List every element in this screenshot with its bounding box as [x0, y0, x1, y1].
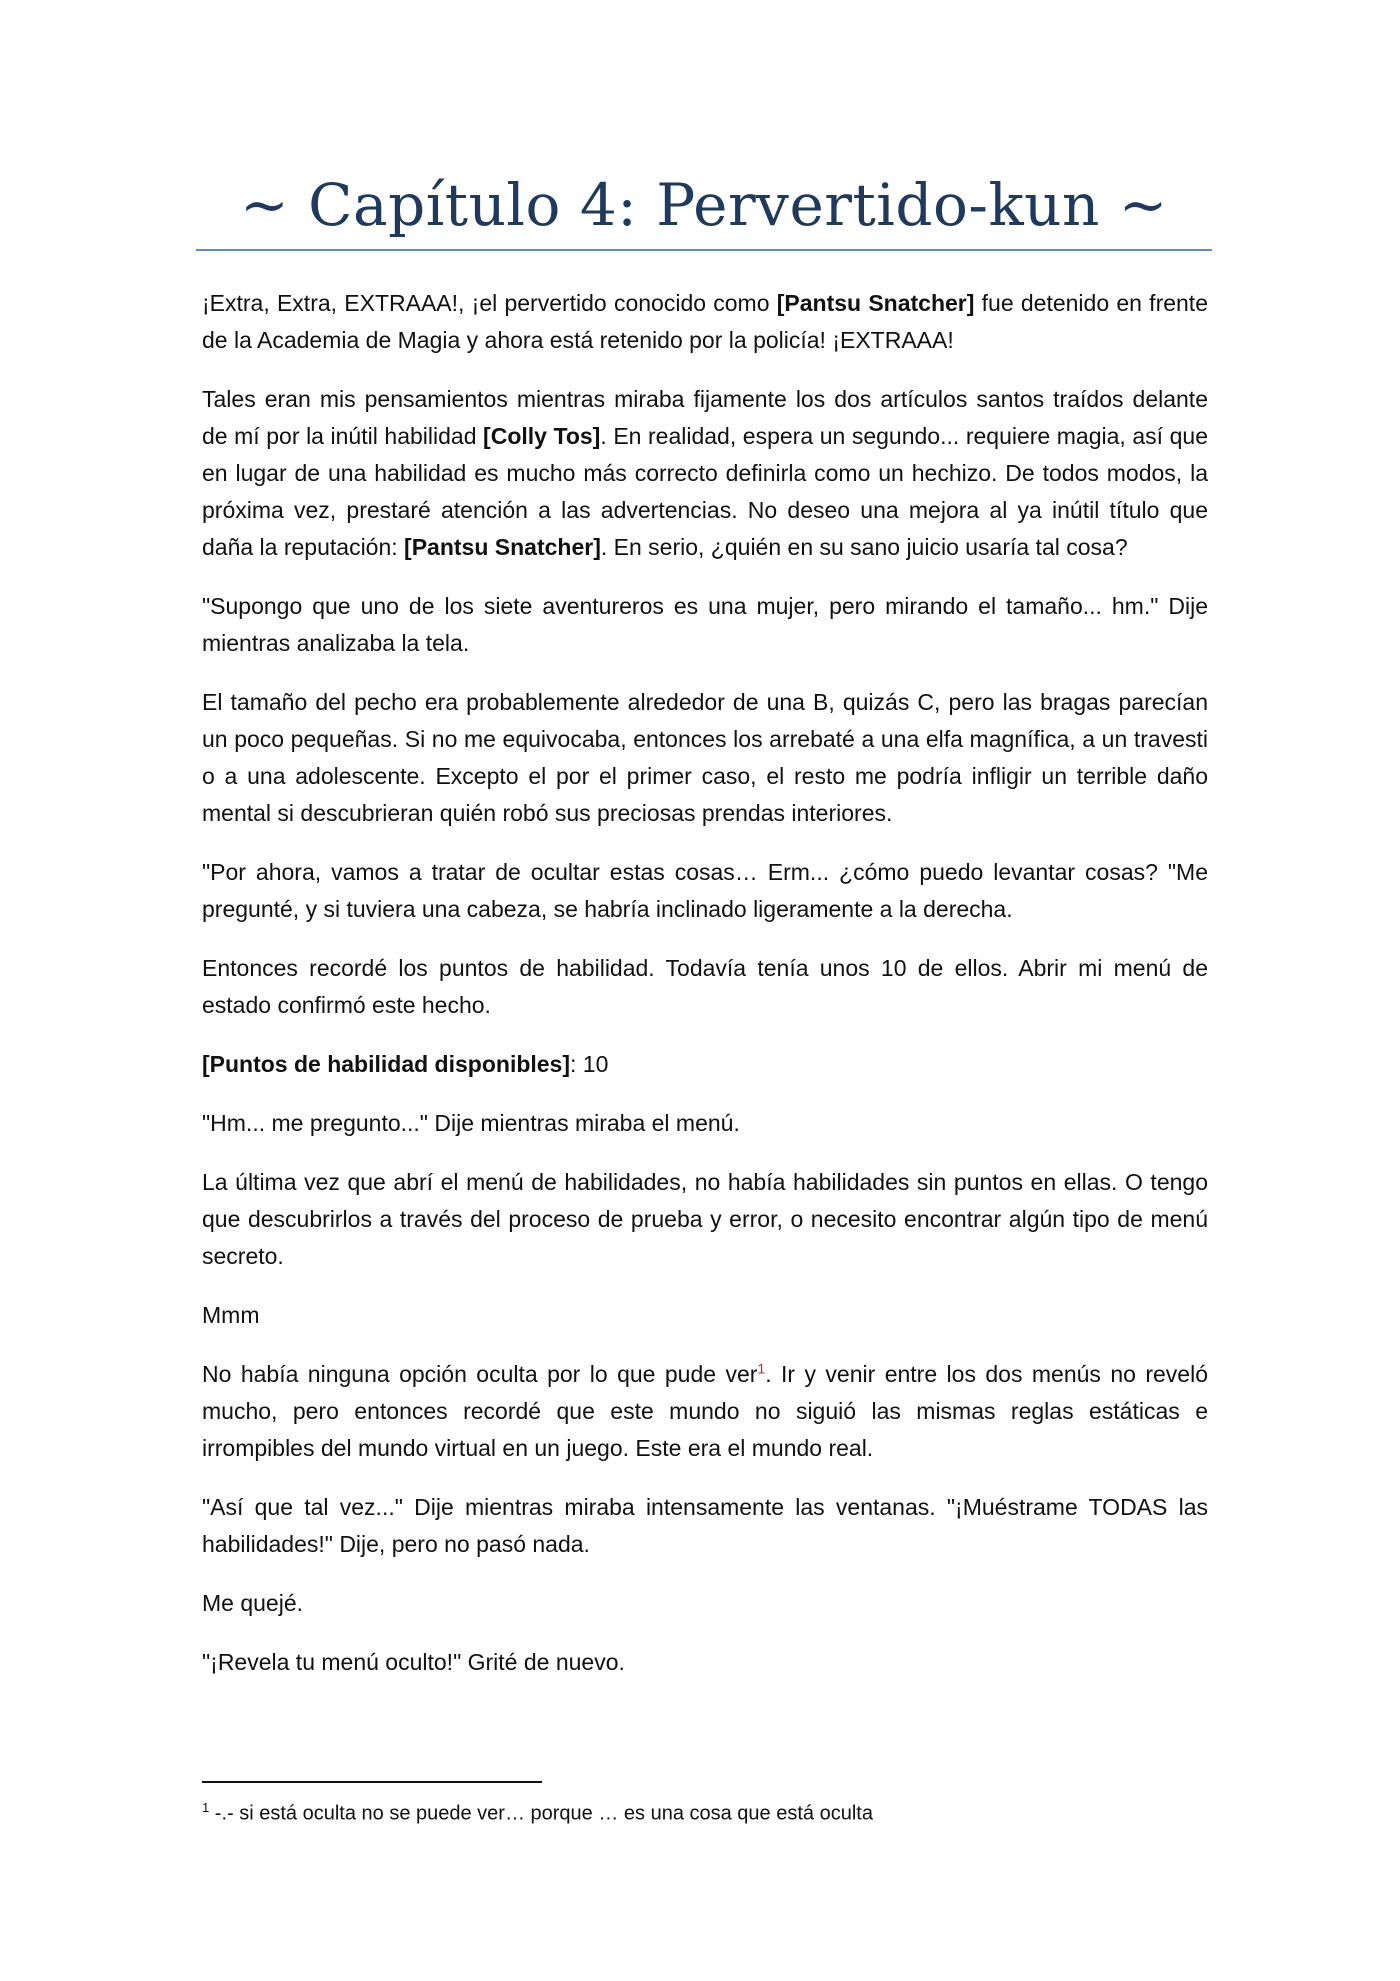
paragraph-1: ¡Extra, Extra, EXTRAAA!, ¡el pervertido conocido como [Pantsu Snatcher] fue detenido en frente de la Academia de Magia y ahora está retenido por la policía! ¡EXTRAAA! [202, 290, 1208, 353]
footnote-text: -.- si está oculta no se puede ver… porque … es una cosa que está oculta [209, 1802, 873, 1825]
paragraph-6: Entonces recordé los puntos de habilidad. Todavía tenía unos 10 de ellos. Abrir mi menú de estado confirmó este hecho. [202, 955, 1208, 1018]
footnote [202, 1794, 1208, 1828]
bold-term: [Pantsu Snatcher] [404, 534, 601, 560]
bold-term: [Puntos de habilidad disponibles] [202, 1051, 571, 1077]
chapter-body [202, 285, 1208, 1703]
paragraph-9: La última vez que abrí el menú de habilidades, no había habilidades sin puntos en ellas. O tengo que descubrirlos a través del proceso de prueba y error, o necesito encontrar algún tipo de menú secreto. [202, 1169, 1208, 1269]
footnote-number: 1 [202, 1800, 210, 1815]
paragraph-3: "Supongo que uno de los siete aventureros es una mujer, pero mirando el tamaño... hm." Dije mientras analizaba la tela. [202, 593, 1208, 656]
paragraph-2: Tales eran mis pensamientos mientras miraba fijamente los dos artículos santos traídos delante de mí por la inútil habilidad [Colly Tos]. En realidad, espera un segundo... requiere magia, así que en lugar de una habilidad es mucho más correcto definirla como un hechizo. De todos modos, la próxima vez, prestaré atención a las advertencias. No deseo una mejora al ya inútil título que daña la reputación: [Pantsu Snatcher]. En serio, ¿quién en su sano juicio usaría tal cosa? [202, 386, 1208, 560]
paragraph-5: "Por ahora, vamos a tratar de ocultar estas cosas… Erm... ¿cómo puedo levantar cosas? "Me pregunté, y si tuviera una cabeza, se habría inclinado ligeramente a la derecha. [202, 859, 1208, 922]
paragraph-8: "Hm... me pregunto..." Dije mientras miraba el menú. [202, 1110, 740, 1136]
paragraph-13: Me quejé. [202, 1590, 304, 1616]
bold-term: [Colly Tos] [483, 423, 601, 449]
title-underline [196, 249, 1212, 251]
footnote-reference[interactable]: 1 [757, 1360, 766, 1377]
paragraph-7: [Puntos de habilidad disponibles]: 10 [202, 1051, 609, 1077]
paragraph-10: Mmm [202, 1302, 260, 1328]
bold-term: [Pantsu Snatcher] [776, 290, 975, 316]
footnote-separator [202, 1781, 542, 1783]
paragraph-12: "Así que tal vez..." Dije mientras miraba intensamente las ventanas. "¡Muéstrame TODAS las habilidades!" Dije, pero no pasó nada. [202, 1494, 1208, 1557]
chapter-title: ~ Capítulo 4: Pervertido-kun ~ [240, 171, 1168, 239]
paragraph-14: "¡Revela tu menú oculto!" Grité de nuevo. [202, 1649, 625, 1675]
paragraph-11: No había ninguna opción oculta por lo que pude ver$^1$. Ir y venir entre los dos menús no reveló mucho, pero entonces recordé que este mundo no siguió las mismas reglas estáticas e irrompibles del mundo virtual en un juego. Este era el mundo real. [202, 1360, 1208, 1461]
paragraph-4: El tamaño del pecho era probablemente alrededor de una B, quizás C, pero las bragas parecían un poco pequeñas. Si no me equivocaba, entonces los arrebaté a una elfa magnífica, a un travesti o a una adolescente. Excepto el por el primer caso, el resto me podría infligir un terrible daño mental si descubrieran quién robó sus preciosas prendas interiores. [202, 689, 1208, 826]
